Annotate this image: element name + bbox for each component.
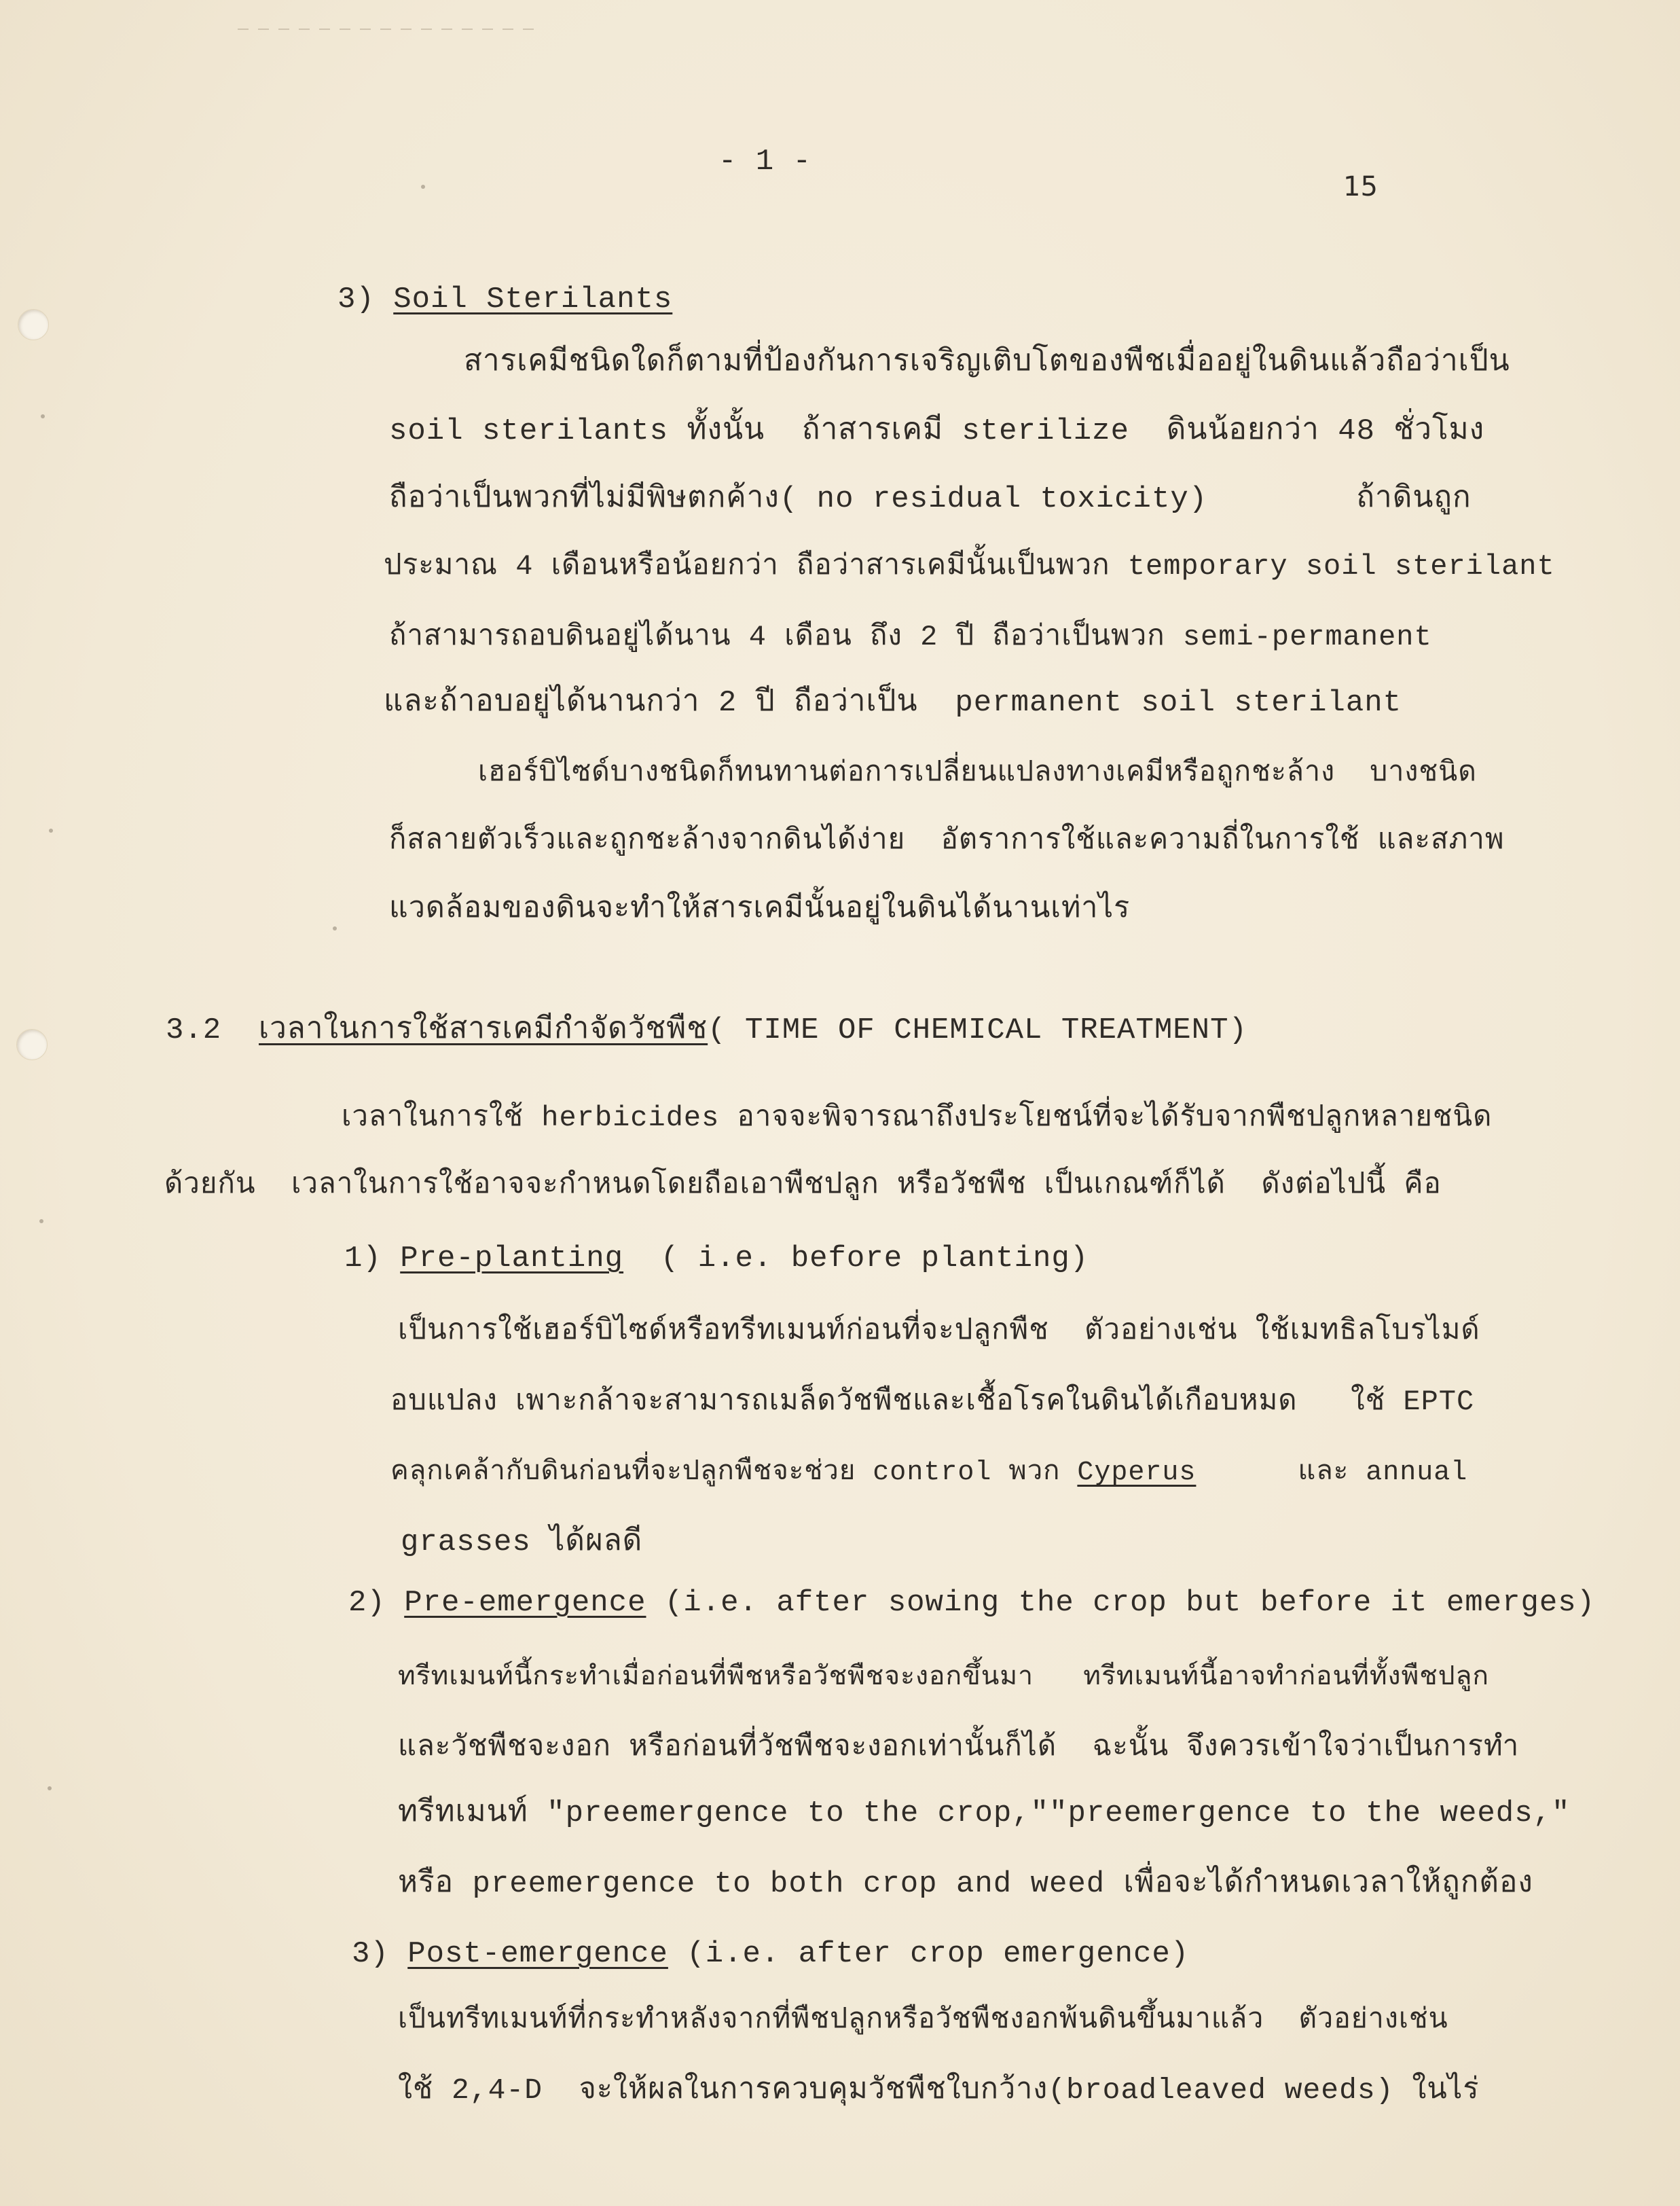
item-heading	[348, 1583, 1625, 1623]
paragraph-line: แวดล้อมของดินจะทำให้สารเคมีนั้นอยู่ในดินได้นานเท่าไร	[389, 892, 1131, 926]
paragraph-line: อบแปลง เพาะกล้าจะสามารถเมล็ดวัชพืชและเชื้อโรคในดินได้เกือบหมด ใช้ EPTC	[390, 1386, 1475, 1418]
item-label: 1)	[344, 1242, 382, 1276]
paragraph-line: เป็นการใช้เฮอร์บิไซด์หรือทรีทเมนท์ก่อนที่จะปลูกพืช ตัวอย่างเช่น ใช้เมทธิลโบรไมด์	[398, 1315, 1480, 1348]
faint-dashed-mark	[238, 29, 536, 30]
paragraph-line: ใช้ 2,4-D จะให้ผลในการควบคุมวัชพืชใบกว้าง(broadleaved weeds) ในไร่	[398, 2074, 1480, 2107]
section-heading	[166, 1010, 1320, 1051]
paper-speck	[333, 926, 337, 930]
paragraph-line: soil sterilants ทั้งนั้น ถ้าสารเคมี sterilize ดินน้อยกว่า 48 ชั่วโมง	[389, 414, 1485, 448]
item-note: (i.e. after crop emergence)	[668, 1937, 1190, 1971]
paragraph-line: ประมาณ 4 เดือนหรือน้อยกว่า ถือว่าสารเคมีนั้นเป็นพวก temporary soil sterilant	[384, 550, 1555, 583]
section-title-thai: เวลาในการใช้สารเคมีกำจัดวัชพืช	[259, 1013, 708, 1047]
paragraph-line: เวลาในการใช้ herbicides อาจจะพิจารณาถึงประโยชน์ที่จะได้รับจากพืชปลูกหลายชนิด	[342, 1102, 1493, 1134]
paper-speck	[41, 414, 45, 418]
section-label: 3)	[337, 283, 375, 317]
paragraph-line: grasses ได้ผลดี	[401, 1525, 643, 1559]
page-number: 15	[1343, 171, 1378, 202]
section-title-english: ( TIME OF CHEMICAL TREATMENT)	[708, 1013, 1247, 1047]
paragraph-line: เป็นทรีทเมนท์ที่กระทำหลังจากที่พืชปลูกหรือวัชพืชงอกพ้นดินขึ้นมาแล้ว ตัวอย่างเช่น	[398, 2005, 1448, 2036]
item-heading	[352, 1934, 1235, 1974]
item-title: Pre-planting	[400, 1242, 624, 1276]
paragraph-line: ทรีทเมนท์นี้กระทำเมื่อก่อนที่พืชหรือวัชพืชจะงอกขึ้นมา ทรีทเมนท์นี้อาจทำก่อนที่ทั้งพืชปลูก	[398, 1663, 1490, 1693]
item-title: Pre-emergence	[404, 1586, 646, 1620]
genus-name: Cyperus	[1077, 1458, 1197, 1488]
paragraph-line: ถ้าสามารถอบดินอยู่ได้นาน 4 เดือน ถึง 2 ปี ถือว่าเป็นพวก semi-permanent	[389, 621, 1432, 653]
paper-speck	[49, 829, 53, 833]
paragraph-line	[390, 1453, 1477, 1494]
section-number: 3.2	[166, 1013, 222, 1047]
section-heading	[337, 279, 813, 320]
punch-hole	[16, 1029, 48, 1060]
line-text: และ annual	[1196, 1458, 1468, 1488]
page-marker: - 1 -	[718, 145, 812, 179]
item-label: 3)	[352, 1937, 389, 1971]
item-label: 2)	[348, 1586, 386, 1620]
paragraph-line: ถือว่าเป็นพวกที่ไม่มีพิษตกค้าง( no residual toxicity) ถ้าดินถูก	[389, 482, 1472, 516]
line-text: คลุกเคล้ากับดินก่อนที่จะปลูกพืชจะช่วย control พวก	[390, 1458, 1078, 1488]
paper-speck	[39, 1219, 43, 1223]
item-title: Post-emergence	[407, 1937, 668, 1971]
paragraph-line: ก็สลายตัวเร็วและถูกชะล้างจากดินได้ง่าย อัตราการใช้และความถี่ในการใช้ และสภาพ	[389, 825, 1505, 857]
punch-hole	[18, 309, 49, 340]
paragraph-line: ด้วยกัน เวลาในการใช้อาจจะกำหนดโดยถือเอาพืชปลูก หรือวัชพืช เป็นเกณฑ์ก็ได้ ดังต่อไปนี้ คือ	[164, 1169, 1442, 1201]
section-title: Soil Sterilants	[393, 283, 673, 317]
paper-speck	[421, 185, 425, 189]
paragraph-line: และวัชพืชจะงอก หรือก่อนที่วัชพืชจะงอกเท่านั้นก็ได้ ฉะนั้น จึงควรเข้าใจว่าเป็นการทำ	[398, 1731, 1520, 1764]
item-heading	[344, 1238, 1125, 1279]
item-note: ( i.e. before planting)	[623, 1242, 1089, 1276]
paragraph-line: และถ้าอบอยู่ได้นานกว่า 2 ปี ถือว่าเป็น permanent soil sterilant	[384, 686, 1402, 720]
paragraph-line: ทรีทเมนท์ "preemergence to the crop,""preemergence to the weeds,"	[398, 1796, 1571, 1830]
paragraph-line: สารเคมีชนิดใดก็ตามที่ป้องกันการเจริญเติบโตของพืชเมื่ออยู่ในดินแล้วถือว่าเป็น	[464, 346, 1510, 380]
paragraph-line: เฮอร์บิไซด์บางชนิดก็ทนทานต่อการเปลี่ยนแปลงทางเคมีหรือถูกชะล้าง บางชนิด	[478, 758, 1477, 789]
paper-speck	[48, 1786, 52, 1790]
item-note: (i.e. after sowing the crop but before it emerges)	[646, 1586, 1596, 1620]
paragraph-line: หรือ preemergence to both crop and weed เพื่อจะได้กำหนดเวลาให้ถูกต้อง	[398, 1867, 1533, 1901]
